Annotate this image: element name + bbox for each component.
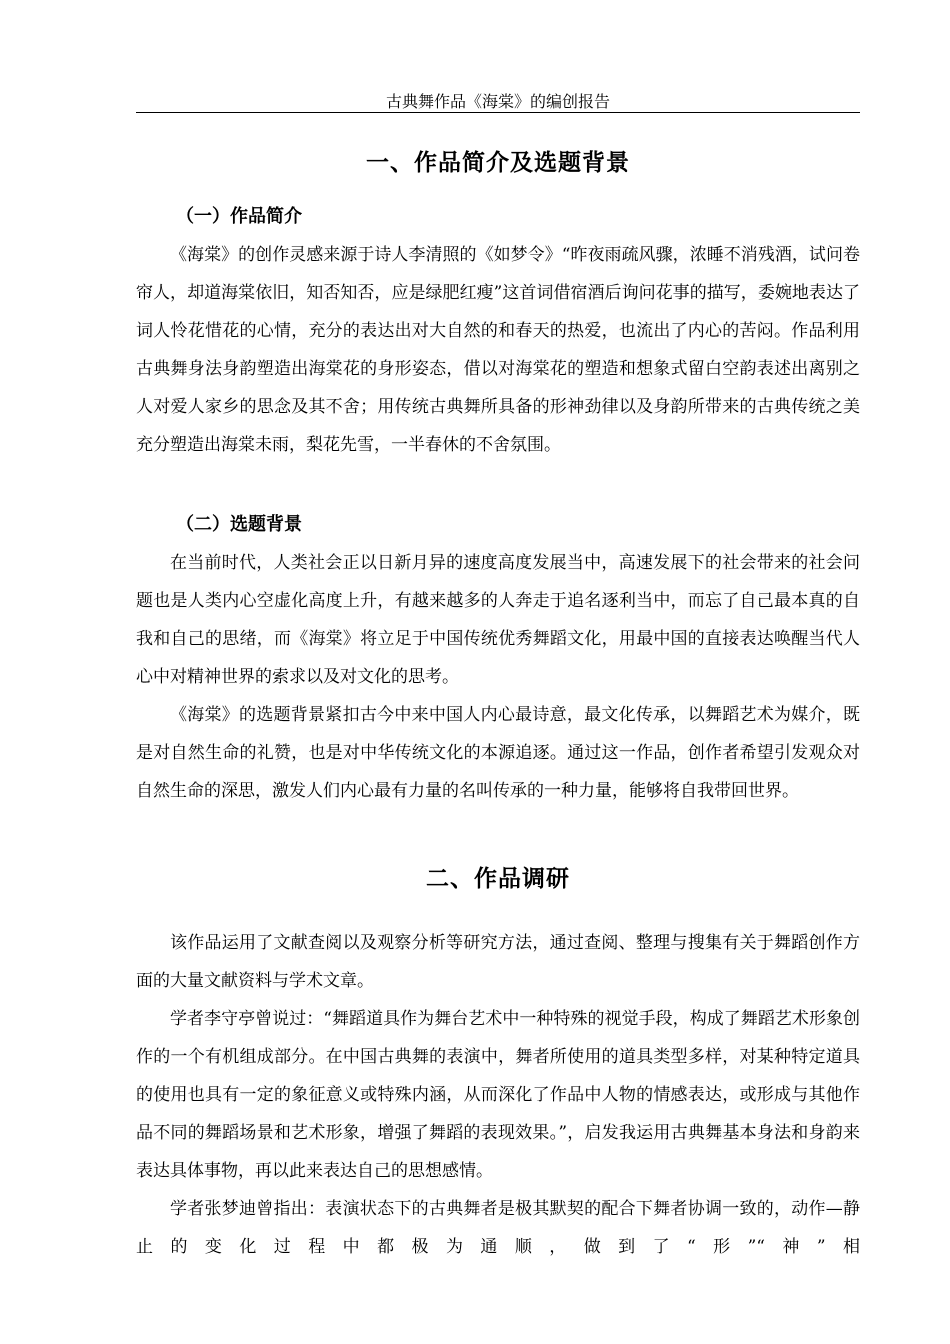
header-divider: [136, 112, 860, 113]
subsection-2-title: （二）选题背景: [176, 514, 302, 535]
section-2-paragraph-2: 学者李守亭曾说过：“舞蹈道具作为舞台艺术中一种特殊的视觉手段，构成了舞蹈艺术形象创作的一个有机组成部分。在中国古典舞的表演中，舞者所使用的道具类型多样，对某种特定道具的使用也具有一定的象征意义或特殊内涵，从而深化了作品中人物的情感表达，或形成与其他作品不同的舞蹈场景和艺术形象，增强了舞蹈的表现效果。”，启发我运用古典舞基本身法和身韵来表达具体事物，再以此来表达自己的思想感情。: [136, 1009, 860, 1181]
subsection-1-title: （一）作品简介: [176, 206, 302, 227]
subsection-2-paragraph-2: 《海棠》的选题背景紧扣古今中来中国人内心最诗意，最文化传承，以舞蹈艺术为媒介，既是对自然生命的礼赞，也是对中华传统文化的本源追逐。通过这一作品，创作者希望引发观众对自然生命的深思，激发人们内心最有力量的名叫传承的一种力量，能够将自我带回世界。: [136, 705, 860, 801]
section-1-title: 一、作品简介及选题背景: [366, 150, 630, 176]
section-2-title: 二、作品调研: [426, 866, 570, 892]
section-2-paragraph-1: 该作品运用了文献查阅以及观察分析等研究方法，通过查阅、整理与搜集有关于舞蹈创作方面的大量文献资料与学术文章。: [136, 933, 860, 991]
section-2-paragraph-3: 学者张梦迪曾指出：表演状态下的古典舞者是极其默契的配合下舞者协调一致的，动作—静止的变化过程中都极为通顺，做到了“形”“神”相: [136, 1199, 860, 1257]
running-header: 古典舞作品《海棠》的编创报告: [385, 92, 610, 111]
subsection-1-paragraph: 《海棠》的创作灵感来源于诗人李清照的《如梦令》“昨夜雨疏风骤，浓睡不消残酒，试问卷帘人，却道海棠依旧，知否知否，应是绿肥红瘦”这首词借宿酒后询问花事的描写，委婉地表达了词人怜花惜花的心情，充分的表达出对大自然的和春天的热爱，也流出了内心的苦闷。作品利用古典舞身法身韵塑造出海棠花的身形姿态，借以对海棠花的塑造和想象式留白空韵表述出离别之人对爱人家乡的思念及其不舍；用传统古典舞所具备的形神劲律以及身韵所带来的古典传统之美充分塑造出海棠未雨，梨花先雪，一半春休的不舍氛围。: [136, 245, 860, 455]
subsection-2-paragraph-1: 在当前时代，人类社会正以日新月异的速度高度发展当中，高速发展下的社会带来的社会问题也是人类内心空虚化高度上升，有越来越多的人奔走于追名逐利当中，而忘了自己最本真的自我和自己的思绪，而《海棠》将立足于中国传统优秀舞蹈文化，用最中国的直接表达唤醒当代人心中对精神世界的索求以及对文化的思考。: [136, 553, 860, 687]
